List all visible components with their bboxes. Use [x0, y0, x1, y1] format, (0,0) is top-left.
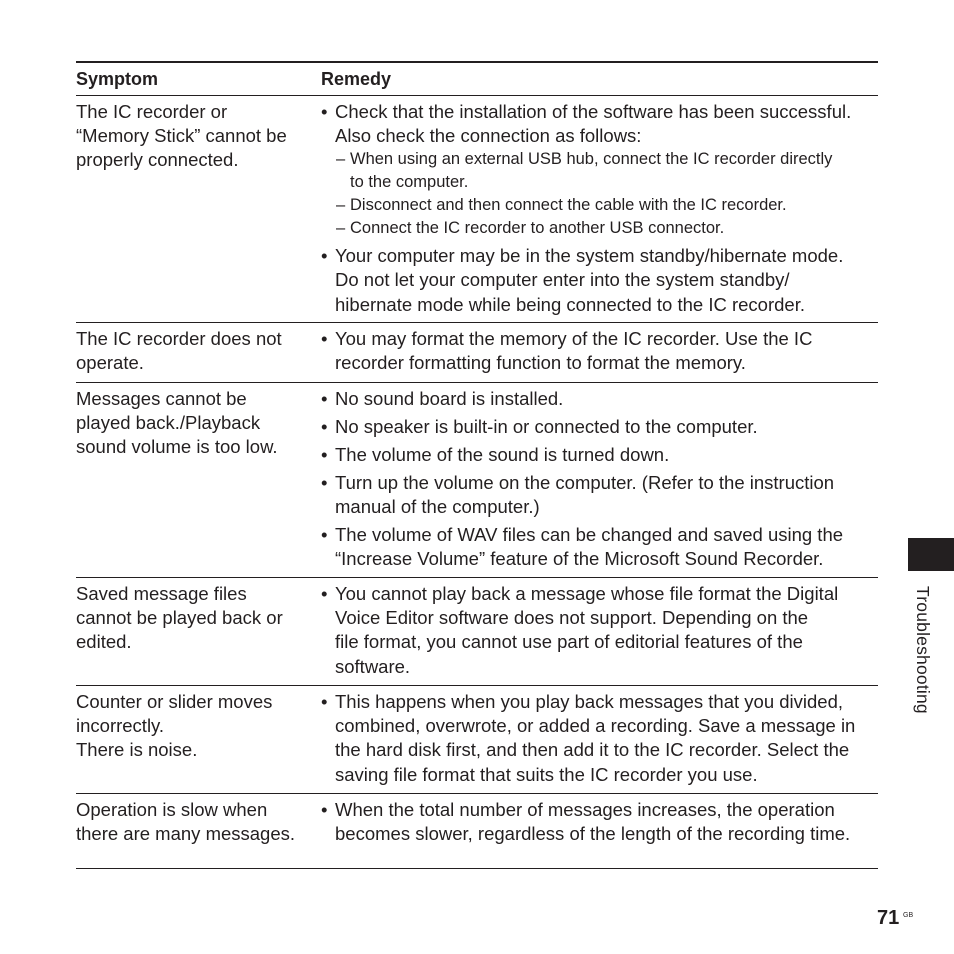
remedy-text: software.	[335, 655, 411, 677]
symptom-text: sound volume is too low.	[76, 436, 278, 458]
remedy-bullet	[321, 798, 878, 846]
remedy-cell	[321, 387, 878, 577]
remedy-text: • This happens when you play back messages that you divided,	[335, 691, 844, 712]
remedy-subitem	[335, 194, 878, 217]
remedy-text: hibernate mode while being connected to the IC recorder.	[335, 293, 805, 315]
remedy-text: • When the total number of messages increases, the operation	[335, 799, 835, 820]
symptom-cell	[76, 798, 321, 868]
remedy-text: Do not let your computer enter into the system standby/	[335, 269, 790, 291]
remedy-text: manual of the computer.)	[335, 496, 540, 518]
table-header	[76, 63, 878, 96]
symptom-cell	[76, 582, 321, 685]
symptom-header: Symptom	[76, 68, 159, 89]
symptom-text: cannot be played back or	[76, 607, 283, 629]
symptom-cell	[76, 387, 321, 577]
remedy-text: • You may format the memory of the IC recorder. Use the IC	[335, 328, 813, 349]
remedy-bullet	[321, 387, 878, 411]
table-row	[76, 383, 878, 578]
remedy-bullet	[321, 582, 878, 679]
remedy-bullet	[321, 690, 878, 787]
symptom-cell	[76, 327, 321, 382]
remedy-cell	[321, 798, 878, 868]
table-row	[76, 686, 878, 794]
symptom-text: edited.	[76, 631, 132, 653]
symptom-text: There is noise.	[76, 739, 198, 761]
symptom-text: properly connected.	[76, 149, 239, 171]
remedy-subitem-text: – When using an external USB hub, connect the IC recorder directly	[350, 150, 833, 169]
remedy-header: Remedy	[321, 68, 392, 89]
section-label: Troubleshooting	[913, 586, 933, 714]
remedy-text: recorder formatting function to format the memory.	[335, 352, 746, 374]
symptom-text: there are many messages.	[76, 823, 296, 845]
remedy-subitem	[335, 217, 878, 240]
symptom-text: Operation is slow when	[76, 799, 268, 820]
remedy-cell	[321, 582, 878, 685]
remedy-text: • The volume of WAV files can be changed and saved using the	[335, 524, 844, 546]
remedy-subitem-text: – Disconnect and then connect the cable with the IC recorder.	[350, 196, 787, 215]
symptom-text: operate.	[76, 352, 144, 374]
symptom-text: Counter or slider moves	[76, 691, 273, 712]
symptom-text: The IC recorder does not	[76, 328, 282, 349]
table-row	[76, 96, 878, 323]
remedy-text: Voice Editor software does not support. Depending on the	[335, 607, 809, 629]
remedy-bullet	[321, 443, 878, 467]
page-suffix: GB	[903, 912, 914, 919]
symptom-text: played back./Playback	[76, 412, 261, 434]
remedy-bullet	[321, 244, 878, 317]
remedy-subitem-text: to the computer.	[350, 173, 469, 192]
symptom-cell	[76, 690, 321, 793]
table-row	[76, 323, 878, 383]
symptom-cell	[76, 100, 321, 322]
remedy-text: • No sound board is installed.	[335, 388, 564, 409]
remedy-subitem-text: – Connect the IC recorder to another USB connector.	[350, 219, 725, 238]
remedy-bullet	[321, 415, 878, 439]
remedy-text: • No speaker is built-in or connected to the computer.	[335, 416, 758, 437]
remedy-subitem	[335, 148, 878, 194]
remedy-text: • You cannot play back a message whose file format the Digital	[335, 583, 839, 604]
page-number: 71	[877, 907, 900, 929]
remedy-text: • Check that the installation of the software has been successful.	[335, 101, 852, 122]
remedy-cell	[321, 100, 878, 322]
remedy-text: “Increase Volume” feature of the Microsoft Sound Recorder.	[335, 548, 824, 570]
remedy-text: • Turn up the volume on the computer. (Refer to the instruction	[335, 472, 835, 493]
remedy-text: file format, you cannot use part of editorial features of the	[335, 631, 803, 653]
remedy-bullet	[321, 327, 878, 375]
remedy-text: • Your computer may be in the system standby/hibernate mode.	[335, 245, 844, 267]
symptom-text: incorrectly.	[76, 715, 165, 737]
remedy-cell	[321, 690, 878, 793]
symptom-text: “Memory Stick” cannot be	[76, 125, 287, 147]
table-row	[76, 578, 878, 686]
symptom-text: The IC recorder or	[76, 101, 228, 122]
remedy-text: combined, overwrote, or added a recording. Save a message in	[335, 715, 856, 737]
remedy-text: the hard disk first, and then add it to the IC recorder. Select the	[335, 739, 850, 761]
remedy-text: • The volume of the sound is turned down.	[335, 444, 670, 465]
remedy-cell	[321, 327, 878, 382]
remedy-bullet	[321, 100, 878, 240]
remedy-text: becomes slower, regardless of the length of the recording time.	[335, 823, 851, 845]
remedy-bullet	[321, 471, 878, 519]
section-tab-marker	[908, 538, 954, 571]
table-row	[76, 794, 878, 869]
remedy-text: Also check the connection as follows:	[335, 125, 642, 147]
remedy-bullet	[321, 523, 878, 571]
symptom-text: Messages cannot be	[76, 388, 247, 409]
remedy-text: saving file format that suits the IC recorder you use.	[335, 763, 758, 785]
symptom-text: Saved message files	[76, 583, 247, 604]
troubleshooting-table	[76, 61, 878, 869]
